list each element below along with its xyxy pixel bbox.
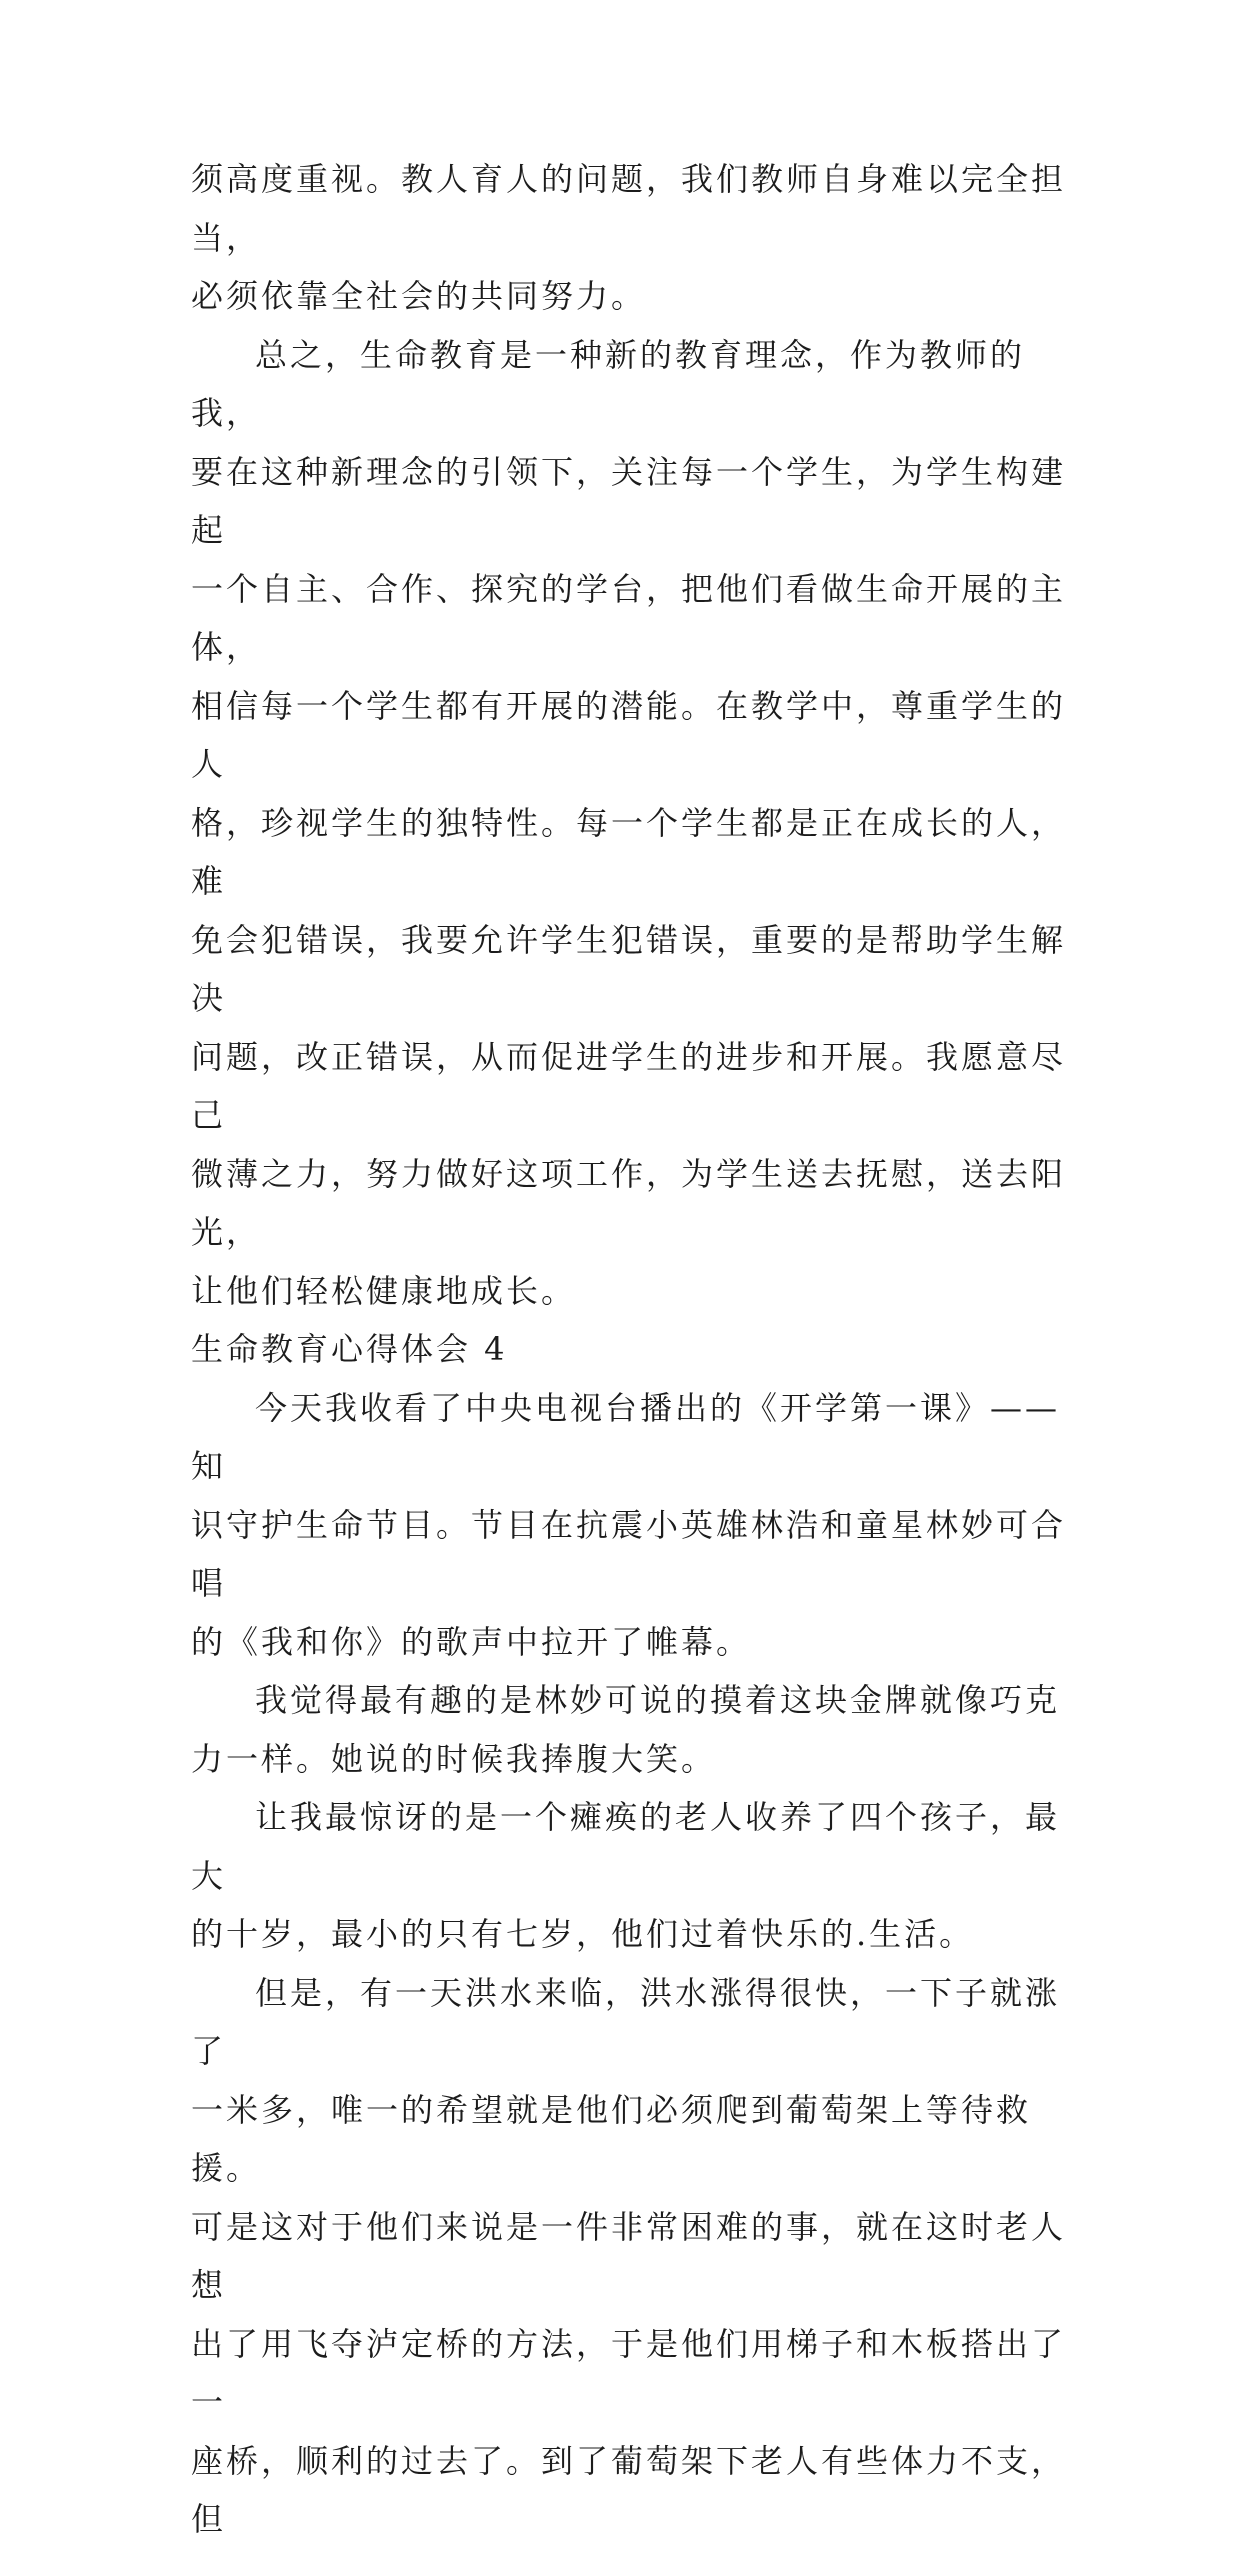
text-line: 的十岁，最小的只有七岁，他们过着快乐的.生活。 [191, 1915, 975, 1953]
section-heading: 生命教育心得体会 4 [191, 1330, 508, 1368]
text-line: 一米多，唯一的希望就是他们必须爬到葡萄架上等待救援。 [191, 2090, 1032, 2187]
text-line: 微薄之力，努力做好这项工作，为学生送去抚慰，送去阳光， [191, 1154, 1067, 1251]
text-line: 让我最惊讶的是一个瘫痪的老人收养了四个孩子，最大 [191, 1798, 1061, 1895]
text-line: 力一样。她说的时候我捧腹大笑。 [191, 1739, 717, 1778]
text-line: 今天我收看了中央电视台播出的《开学第一课》——知 [191, 1388, 1061, 1485]
paragraph-flood [191, 1964, 1071, 2549]
text-line: 我觉得最有趣的是林妙可说的摸着这块金牌就像巧克 [255, 1681, 1061, 1719]
text-line: 须高度重视。教人育人的问题，我们教师自身难以完全担当， [191, 160, 1067, 257]
document-body [191, 150, 1071, 2549]
text-line: 免会犯错误，我要允许学生犯错误，重要的是帮助学生解决 [191, 920, 1067, 1017]
text-line: 出了用飞夺泸定桥的方法，于是他们用梯子和木板搭出了一 [191, 2324, 1067, 2421]
text-line: 但是，有一天洪水来临，洪水涨得很快，一下子就涨了 [191, 1973, 1061, 2070]
text-line: 可是这对于他们来说是一件非常困难的事，就在这时老人想 [191, 2207, 1067, 2304]
text-line: 识守护生命节目。节目在抗震小英雄林浩和童星林妙可合唱 [191, 1505, 1067, 1602]
paragraph-funny [191, 1671, 1071, 1788]
text-line: 让他们轻松健康地成长。 [191, 1271, 577, 1310]
text-line: 总之，生命教育是一种新的教育理念，作为教师的我， [191, 335, 1026, 432]
text-line: 的《我和你》的歌声中拉开了帷幕。 [191, 1622, 752, 1661]
text-line: 问题，改正错误，从而促进学生的进步和开展。我愿意尽己 [191, 1037, 1067, 1134]
text-line: 相信每一个学生都有开展的潜能。在教学中，尊重学生的人 [191, 686, 1067, 783]
text-line: 座桥，顺利的过去了。到了葡萄架下老人有些体力不支，但 [191, 2441, 1067, 2538]
text-line: 一个自主、合作、探究的学台，把他们看做生命开展的主体， [191, 569, 1067, 666]
text-line: 必须依靠全社会的共同努力。 [191, 277, 647, 315]
paragraph-continuation [191, 150, 1071, 326]
paragraph-surprise [191, 1788, 1071, 1964]
text-line: 要在这种新理念的引领下，关注每一个学生，为学生构建起 [191, 452, 1067, 549]
text-line: 格，珍视学生的独特性。每一个学生都是正在成长的人，难 [191, 803, 1067, 900]
paragraph-summary [191, 326, 1071, 1321]
paragraph-program [191, 1379, 1071, 1672]
